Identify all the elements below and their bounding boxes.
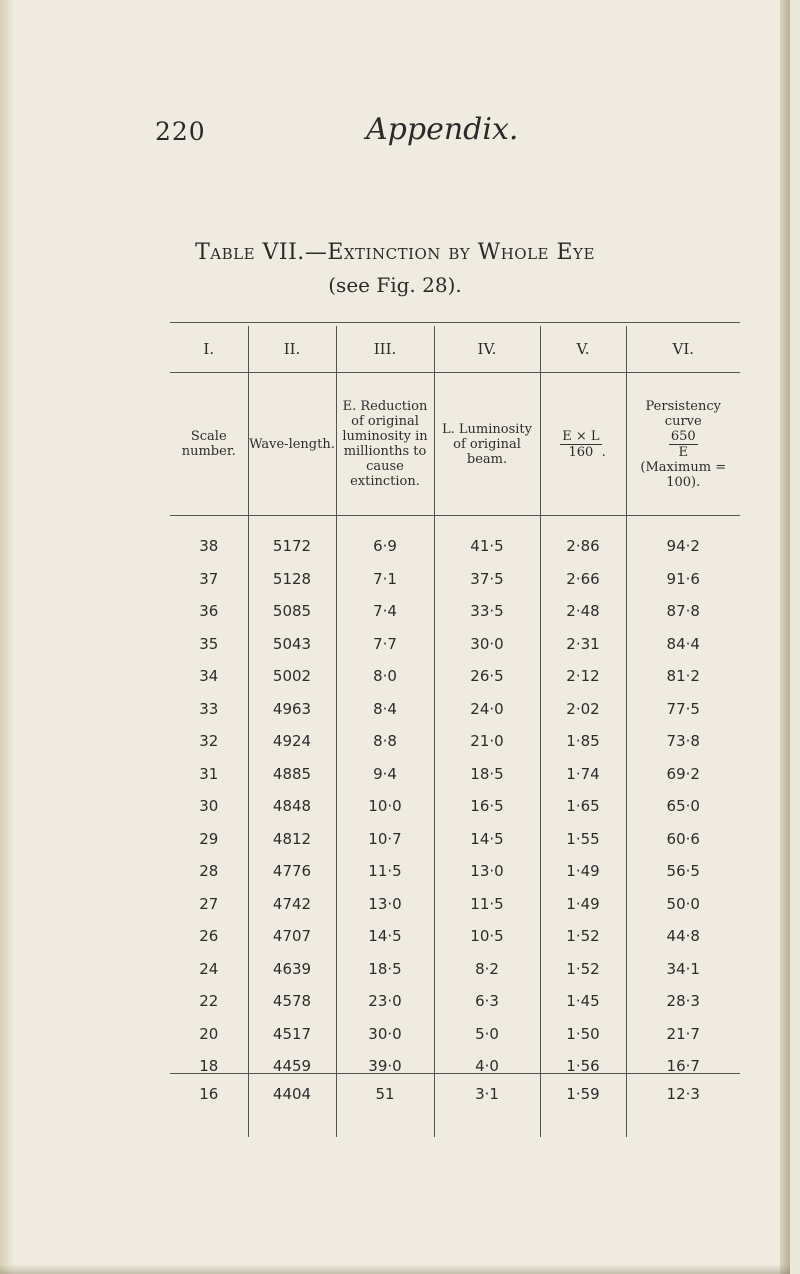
cell-persistency: 65·0 bbox=[626, 790, 740, 823]
cell-reduction: 8·4 bbox=[336, 693, 434, 726]
column-numeral: I. bbox=[203, 340, 215, 358]
cell-product: 1·49 bbox=[540, 888, 626, 921]
cell-persistency: 84·4 bbox=[626, 628, 740, 661]
table-row bbox=[170, 855, 740, 888]
cell-product: 1·74 bbox=[540, 758, 626, 791]
table-row bbox=[170, 823, 740, 856]
cell-scale-number: 38 bbox=[199, 537, 219, 556]
cell-wave-length: 4459 bbox=[248, 1050, 336, 1083]
cell-luminosity: 14·5 bbox=[434, 823, 540, 856]
table-label: Table VII. bbox=[195, 240, 305, 265]
table-row bbox=[170, 530, 740, 563]
cell-luminosity: 37·5 bbox=[434, 563, 540, 596]
fraction-denominator: E bbox=[678, 444, 688, 460]
column-numeral: VI. bbox=[626, 326, 740, 373]
cell-luminosity: 21·0 bbox=[434, 725, 540, 758]
cell-persistency: 16·7 bbox=[626, 1050, 740, 1083]
cell-scale-number: 35 bbox=[199, 634, 219, 653]
table-row bbox=[170, 758, 740, 791]
cell-reduction: 7·4 bbox=[336, 595, 434, 628]
table-row bbox=[170, 725, 740, 758]
cell-wave-length: 5043 bbox=[248, 628, 336, 661]
header-wave-length: Wave-length. bbox=[248, 373, 336, 516]
cell-product: 2·66 bbox=[540, 563, 626, 596]
table-row bbox=[170, 1083, 740, 1137]
cell-reduction: 13·0 bbox=[336, 888, 434, 921]
cell-wave-length: 4742 bbox=[248, 888, 336, 921]
column-numeral: V. bbox=[540, 326, 626, 373]
cell-reduction: 51 bbox=[336, 1083, 434, 1137]
table-row bbox=[170, 888, 740, 921]
cell-reduction: 10·0 bbox=[336, 790, 434, 823]
cell-persistency: 50·0 bbox=[626, 888, 740, 921]
cell-persistency: 81·2 bbox=[626, 660, 740, 693]
cell-product: 1·55 bbox=[540, 823, 626, 856]
cell-wave-length: 4776 bbox=[248, 855, 336, 888]
cell-reduction: 6·9 bbox=[336, 530, 434, 563]
cell-product: 1·59 bbox=[540, 1083, 626, 1137]
cell-reduction: 8·8 bbox=[336, 725, 434, 758]
cell-product: 2·12 bbox=[540, 660, 626, 693]
cell-product: 2·86 bbox=[540, 530, 626, 563]
cell-wave-length: 4924 bbox=[248, 725, 336, 758]
cell-reduction: 30·0 bbox=[336, 1018, 434, 1051]
cell-persistency: 21·7 bbox=[626, 1018, 740, 1051]
cell-scale-number: 31 bbox=[199, 764, 219, 783]
cell-wave-length: 5128 bbox=[248, 563, 336, 596]
fraction-numerator: 650 bbox=[670, 428, 696, 444]
cell-reduction: 7·1 bbox=[336, 563, 434, 596]
cell-scale-number: 34 bbox=[199, 667, 219, 686]
cell-luminosity: 13·0 bbox=[434, 855, 540, 888]
cell-wave-length: 4578 bbox=[248, 985, 336, 1018]
table-title bbox=[0, 240, 790, 265]
column-numeral: II. bbox=[248, 326, 336, 373]
persistency-top: Persistency curve bbox=[645, 398, 721, 429]
fraction-denominator: 160 bbox=[568, 444, 594, 460]
running-head: Appendix. bbox=[366, 112, 519, 147]
cell-persistency: 77·5 bbox=[626, 693, 740, 726]
cell-persistency: 44·8 bbox=[626, 920, 740, 953]
cell-scale-number: 27 bbox=[199, 894, 219, 913]
cell-scale-number: 33 bbox=[199, 699, 219, 718]
cell-luminosity: 6·3 bbox=[434, 985, 540, 1018]
table-row bbox=[170, 563, 740, 596]
cell-scale-number: 32 bbox=[199, 732, 219, 751]
cell-persistency: 34·1 bbox=[626, 953, 740, 986]
cell-luminosity: 24·0 bbox=[434, 693, 540, 726]
cell-persistency: 28·3 bbox=[626, 985, 740, 1018]
column-numeral: IV. bbox=[434, 326, 540, 373]
cell-product: 2·48 bbox=[540, 595, 626, 628]
header-luminosity: L. Luminosity of original beam. bbox=[434, 373, 540, 516]
table-subtitle: (see Fig. 28). bbox=[328, 273, 462, 297]
header-reduction: E. Reduction of original luminosity in millionths to cause extinction. bbox=[336, 373, 434, 516]
cell-scale-number: 37 bbox=[199, 569, 219, 588]
cell-persistency: 69·2 bbox=[626, 758, 740, 791]
cell-product: 1·45 bbox=[540, 985, 626, 1018]
page-bottom-shadow bbox=[0, 1264, 790, 1274]
fraction-dot: . bbox=[601, 444, 606, 460]
cell-luminosity: 16·5 bbox=[434, 790, 540, 823]
cell-scale-number: 16 bbox=[199, 1084, 219, 1103]
cell-scale-number: 24 bbox=[199, 959, 219, 978]
table-row bbox=[170, 693, 740, 726]
table-top-rule bbox=[170, 322, 740, 323]
cell-product: 1·85 bbox=[540, 725, 626, 758]
cell-luminosity: 5·0 bbox=[434, 1018, 540, 1051]
cell-reduction: 18·5 bbox=[336, 953, 434, 986]
cell-reduction: 10·7 bbox=[336, 823, 434, 856]
table-bottom-rule bbox=[170, 1073, 740, 1074]
column-headers-row bbox=[170, 373, 740, 516]
cell-scale-number: 29 bbox=[199, 829, 219, 848]
table-row bbox=[170, 628, 740, 661]
table-row bbox=[170, 660, 740, 693]
column-numeral: III. bbox=[336, 326, 434, 373]
cell-reduction: 39·0 bbox=[336, 1050, 434, 1083]
cell-reduction: 11·5 bbox=[336, 855, 434, 888]
cell-wave-length: 5172 bbox=[248, 530, 336, 563]
cell-product: 1·65 bbox=[540, 790, 626, 823]
page-number: 220 bbox=[155, 117, 206, 146]
cell-wave-length: 4848 bbox=[248, 790, 336, 823]
cell-luminosity: 41·5 bbox=[434, 530, 540, 563]
cell-scale-number: 30 bbox=[199, 797, 219, 816]
cell-reduction: 9·4 bbox=[336, 758, 434, 791]
table-row bbox=[170, 985, 740, 1018]
cell-luminosity: 8·2 bbox=[434, 953, 540, 986]
cell-wave-length: 4963 bbox=[248, 693, 336, 726]
cell-persistency: 60·6 bbox=[626, 823, 740, 856]
cell-wave-length: 4404 bbox=[248, 1083, 336, 1137]
cell-luminosity: 3·1 bbox=[434, 1083, 540, 1137]
cell-wave-length: 4707 bbox=[248, 920, 336, 953]
cell-wave-length: 4812 bbox=[248, 823, 336, 856]
cell-reduction: 8·0 bbox=[336, 660, 434, 693]
cell-product: 2·31 bbox=[540, 628, 626, 661]
extinction-table bbox=[170, 326, 740, 1137]
cell-scale-number: 20 bbox=[199, 1024, 219, 1043]
product-fraction bbox=[560, 429, 601, 460]
cell-persistency: 87·8 bbox=[626, 595, 740, 628]
cell-reduction: 23·0 bbox=[336, 985, 434, 1018]
cell-luminosity: 4·0 bbox=[434, 1050, 540, 1083]
cell-luminosity: 11·5 bbox=[434, 888, 540, 921]
cell-wave-length: 5002 bbox=[248, 660, 336, 693]
table-caption: —Extinction by Whole Eye bbox=[304, 240, 595, 265]
cell-persistency: 73·8 bbox=[626, 725, 740, 758]
cell-luminosity: 30·0 bbox=[434, 628, 540, 661]
table-row bbox=[170, 595, 740, 628]
cell-product: 1·52 bbox=[540, 953, 626, 986]
cell-persistency: 91·6 bbox=[626, 563, 740, 596]
page-edge bbox=[780, 0, 790, 1274]
header-persistency bbox=[626, 373, 740, 516]
cell-scale-number: 26 bbox=[199, 927, 219, 946]
cell-luminosity: 18·5 bbox=[434, 758, 540, 791]
header-product bbox=[540, 373, 626, 516]
persistency-fraction bbox=[669, 429, 698, 460]
cell-persistency: 12·3 bbox=[626, 1083, 740, 1137]
fraction-numerator: E × L bbox=[562, 428, 600, 444]
page-gutter-shadow bbox=[0, 0, 14, 1274]
table-row bbox=[170, 790, 740, 823]
cell-scale-number: 22 bbox=[199, 992, 219, 1011]
persistency-bottom: (Maximum = 100). bbox=[640, 459, 727, 490]
cell-product: 1·50 bbox=[540, 1018, 626, 1051]
column-numerals-row bbox=[170, 326, 740, 373]
cell-product: 1·49 bbox=[540, 855, 626, 888]
cell-wave-length: 4517 bbox=[248, 1018, 336, 1051]
header-spacer bbox=[170, 516, 740, 531]
cell-product: 2·02 bbox=[540, 693, 626, 726]
cell-product: 1·56 bbox=[540, 1050, 626, 1083]
cell-product: 1·52 bbox=[540, 920, 626, 953]
cell-wave-length: 4639 bbox=[248, 953, 336, 986]
cell-reduction: 14·5 bbox=[336, 920, 434, 953]
cell-luminosity: 10·5 bbox=[434, 920, 540, 953]
header-scale-number: Scale number. bbox=[170, 373, 248, 516]
cell-wave-length: 5085 bbox=[248, 595, 336, 628]
cell-persistency: 56·5 bbox=[626, 855, 740, 888]
cell-luminosity: 33·5 bbox=[434, 595, 540, 628]
cell-wave-length: 4885 bbox=[248, 758, 336, 791]
table-row bbox=[170, 1050, 740, 1083]
cell-persistency: 94·2 bbox=[626, 530, 740, 563]
table-row bbox=[170, 1018, 740, 1051]
cell-reduction: 7·7 bbox=[336, 628, 434, 661]
cell-scale-number: 18 bbox=[199, 1057, 219, 1076]
cell-scale-number: 28 bbox=[199, 862, 219, 881]
table-row bbox=[170, 953, 740, 986]
cell-luminosity: 26·5 bbox=[434, 660, 540, 693]
table-row bbox=[170, 920, 740, 953]
cell-scale-number: 36 bbox=[199, 602, 219, 621]
